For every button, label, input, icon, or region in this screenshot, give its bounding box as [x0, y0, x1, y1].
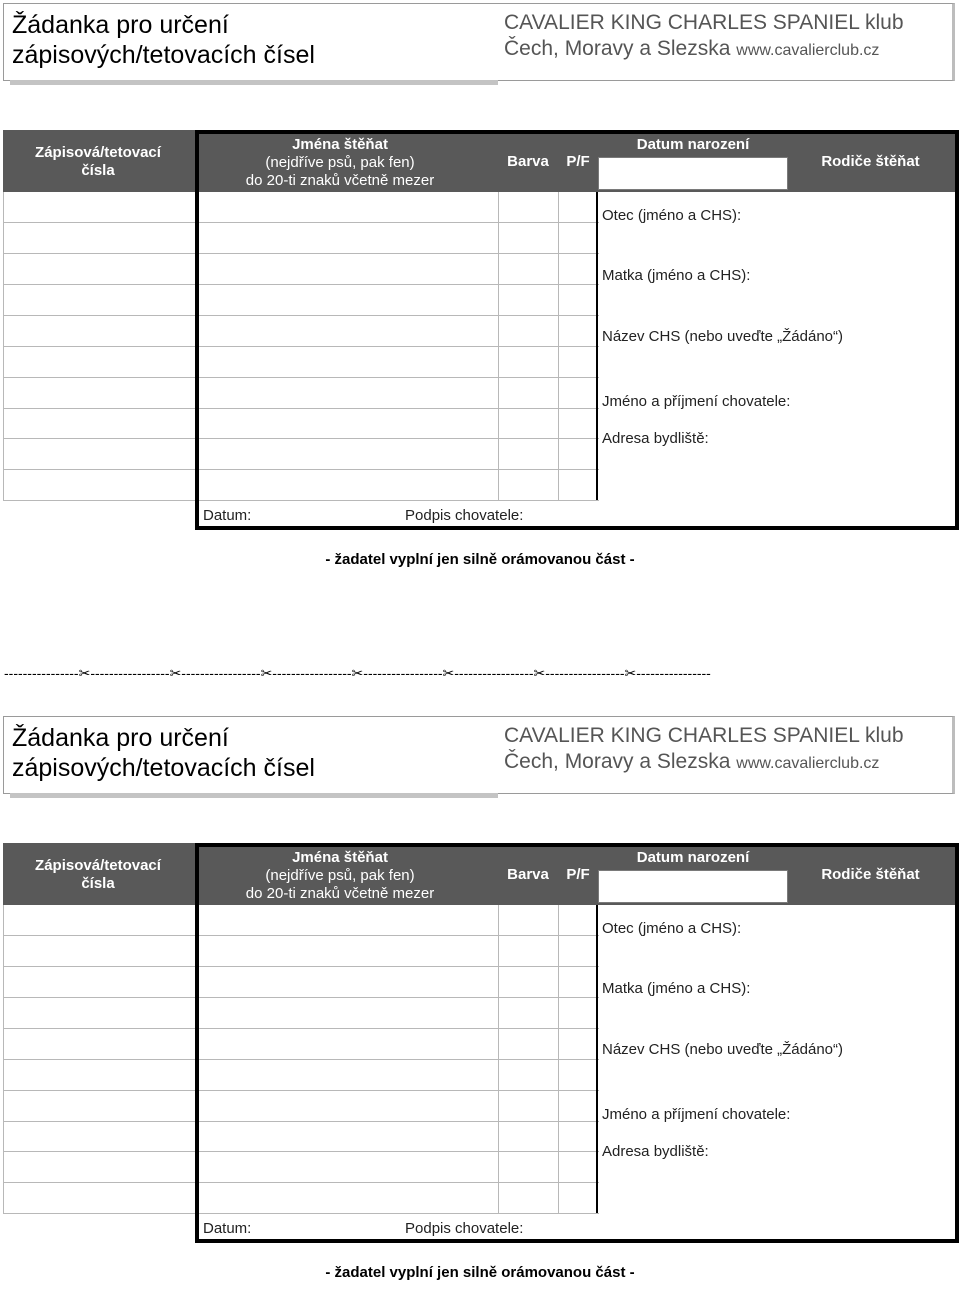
club-website: www.cavalierclub.cz [736, 755, 880, 772]
header-shadow [10, 793, 498, 798]
father-label: Otec (jméno a CHS): [602, 207, 742, 224]
form-title [12, 10, 315, 70]
instruction-note: - žadatel vyplní jen silně orámovanou část - [325, 551, 635, 568]
header-names-1: Jména štěňat [292, 136, 388, 153]
header-color: Barva [507, 153, 549, 170]
required-section-frame [195, 130, 959, 530]
header-numbers: Zápisová/tetovací čísla [35, 144, 161, 179]
kennel-label: Název CHS (nebo uveďte „Žádáno“) [602, 328, 843, 345]
mother-label: Matka (jméno a CHS): [602, 267, 751, 284]
mother-label: Matka (jméno a CHS): [602, 980, 751, 997]
club-name: CAVALIER KING CHARLES SPANIEL klub [504, 11, 904, 34]
form-header [3, 716, 955, 794]
address-label: Adresa bydliště: [602, 1143, 709, 1160]
signature-label: Podpis chovatele: [405, 1220, 524, 1237]
required-section-frame [195, 843, 959, 1243]
date-label: Datum: [203, 1220, 252, 1237]
kennel-label: Název CHS (nebo uveďte „Žádáno“) [602, 1041, 843, 1058]
form-bottom [0, 713, 960, 1293]
col-line [3, 905, 4, 1213]
club-info [504, 723, 904, 777]
header-shadow [10, 80, 498, 85]
club-region: Čech, Moravy a Slezska [504, 37, 731, 60]
father-label: Otec (jméno a CHS): [602, 920, 742, 937]
club-info [504, 10, 904, 64]
title-line-2: zápisových/tetovacích čísel [12, 754, 315, 782]
form-title [12, 723, 315, 783]
cut-line: ----------------✂-----------------✂-----------------✂-----------------✂-----------------✂-----------------✂-----------------✂---------------- [4, 665, 711, 681]
title-line-2: zápisových/tetovacích čísel [12, 41, 315, 69]
header-parents: Rodiče štěňat [821, 866, 920, 883]
header-names-2: (nejdříve psů, pak fen) [265, 154, 415, 171]
header-sex: P/F [566, 153, 590, 170]
header-parents: Rodiče štěňat [821, 153, 920, 170]
date-label: Datum: [203, 507, 252, 524]
header-numbers: Zápisová/tetovací čísla [35, 857, 161, 892]
header-birth: Datum narození [636, 136, 750, 153]
title-line-1: Žádanka pro určení [12, 11, 229, 39]
club-website: www.cavalierclub.cz [736, 42, 880, 59]
form-header [3, 3, 955, 81]
club-region: Čech, Moravy a Slezska [504, 750, 731, 773]
breeder-label: Jméno a příjmení chovatele: [602, 1106, 791, 1123]
header-birth: Datum narození [636, 849, 750, 866]
form-top [0, 0, 960, 580]
title-line-1: Žádanka pro určení [12, 724, 229, 752]
instruction-note: - žadatel vyplní jen silně orámovanou část - [325, 1264, 635, 1281]
signature-label: Podpis chovatele: [405, 507, 524, 524]
header-names-2: (nejdříve psů, pak fen) [265, 867, 415, 884]
header-names-1: Jména štěňat [292, 849, 388, 866]
address-label: Adresa bydliště: [602, 430, 709, 447]
header-names-3: do 20-ti znaků včetně mezer [245, 172, 435, 189]
col-line [3, 192, 4, 500]
header-names-3: do 20-ti znaků včetně mezer [245, 885, 435, 902]
header-sex: P/F [566, 866, 590, 883]
club-name: CAVALIER KING CHARLES SPANIEL klub [504, 724, 904, 747]
breeder-label: Jméno a příjmení chovatele: [602, 393, 791, 410]
header-color: Barva [507, 866, 549, 883]
